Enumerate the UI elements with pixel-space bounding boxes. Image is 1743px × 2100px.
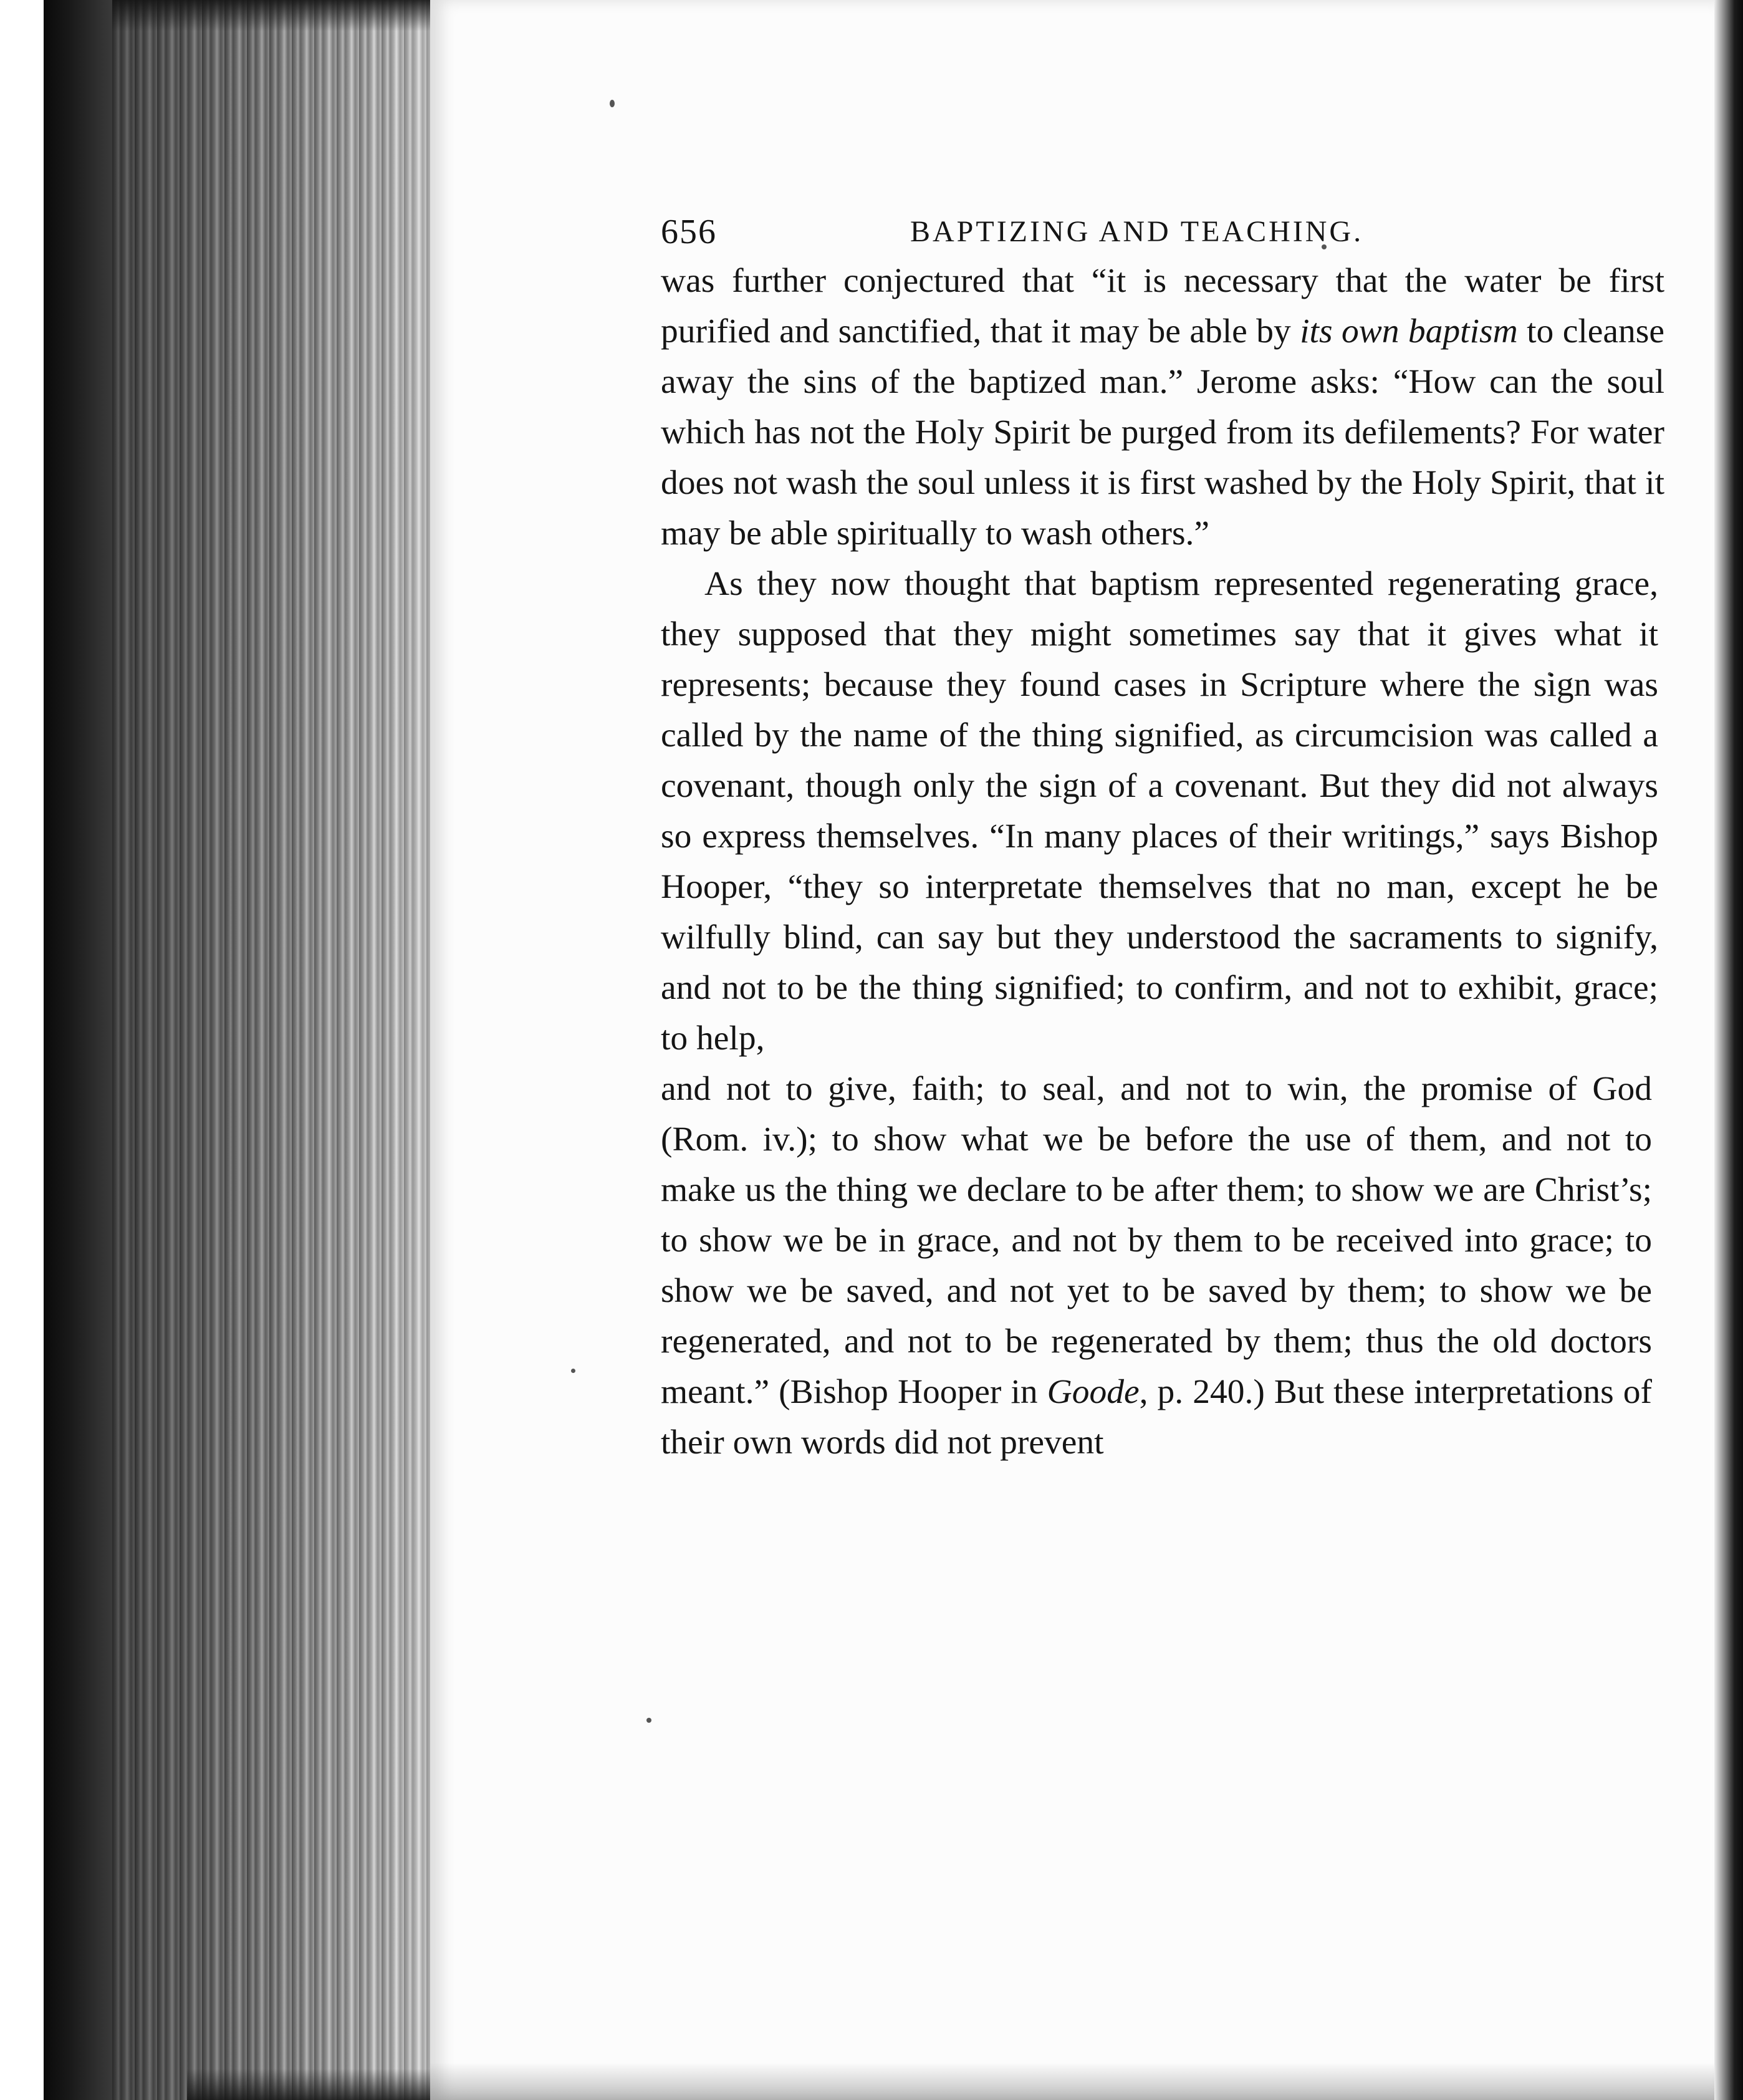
paragraph-1 [661, 256, 1664, 559]
dust-speck [646, 1718, 651, 1723]
page-edges-top-shadow [112, 0, 430, 31]
dust-speck [610, 100, 615, 107]
paragraph-3-text-a: and not to give, faith; to seal, and not to win, the promise of God (Rom. iv.); to show what we be before the use of them, and not to make us the thing we declare to be after them; to show we are Christ’s; to show we be in grace, and not by them to be received into grace; to show we be saved, and not yet to be saved by them; to show we be regenerated, and not to be regenerated by them; thus the old doctors meant.” (Bishop Hooper in [661, 1070, 1652, 1411]
book-binding [44, 0, 112, 2100]
body-text [661, 256, 1664, 1468]
page-number: 656 [661, 213, 717, 251]
right-page-edge [1714, 0, 1743, 2100]
paragraph-2: As they now thought that baptism represented regenerating grace, they supposed that they might sometimes say that it gives what it represents; because they found cases in Scripture where the sign was called by the name of the thing signified, as circumcision was called a covenant, though only the sign of a covenant. But they did not always so express themselves. “In many places of their writings,” says Bishop Hooper, “they so interpretate themselves that no man, except he be wilfully blind, can say but they understood the sacraments to signify, and not to be the thing signified; to confirm, and not to exhibit, grace; to help, [661, 565, 1658, 1057]
paragraph-3 [661, 1064, 1652, 1468]
page-edges-bottom-shadow [187, 2069, 449, 2100]
text-block [661, 187, 1664, 1468]
paragraph-1-text-b: to cleanse away the sins of the baptized man.” Jerome asks: “How can the soul which has not the Holy Spirit be purged from its defilements? For water does not wash the soul unless it is first washed by the Holy Spirit, that it may be able spiritually to wash others.” [661, 312, 1664, 552]
paragraph-3-italic: Goode [1047, 1373, 1140, 1411]
paragraph-1-text-a: was further conjectured that “it is necessary that the water be first purified and sanctified, that it may be able by [661, 262, 1664, 350]
running-head [661, 187, 1664, 256]
paragraph-3-text-b: , p. 240.) But these interpretations of their own words did not prevent [661, 1373, 1653, 1462]
paragraph-1-italic: its own baptism [1300, 312, 1518, 350]
page-bottom-shadow [430, 2063, 1714, 2100]
stacked-page-edges [112, 0, 430, 2100]
outer-margin [0, 0, 44, 2100]
dust-speck [571, 1369, 575, 1373]
running-head-title: BAPTIZING AND TEACHING. [910, 215, 1364, 248]
